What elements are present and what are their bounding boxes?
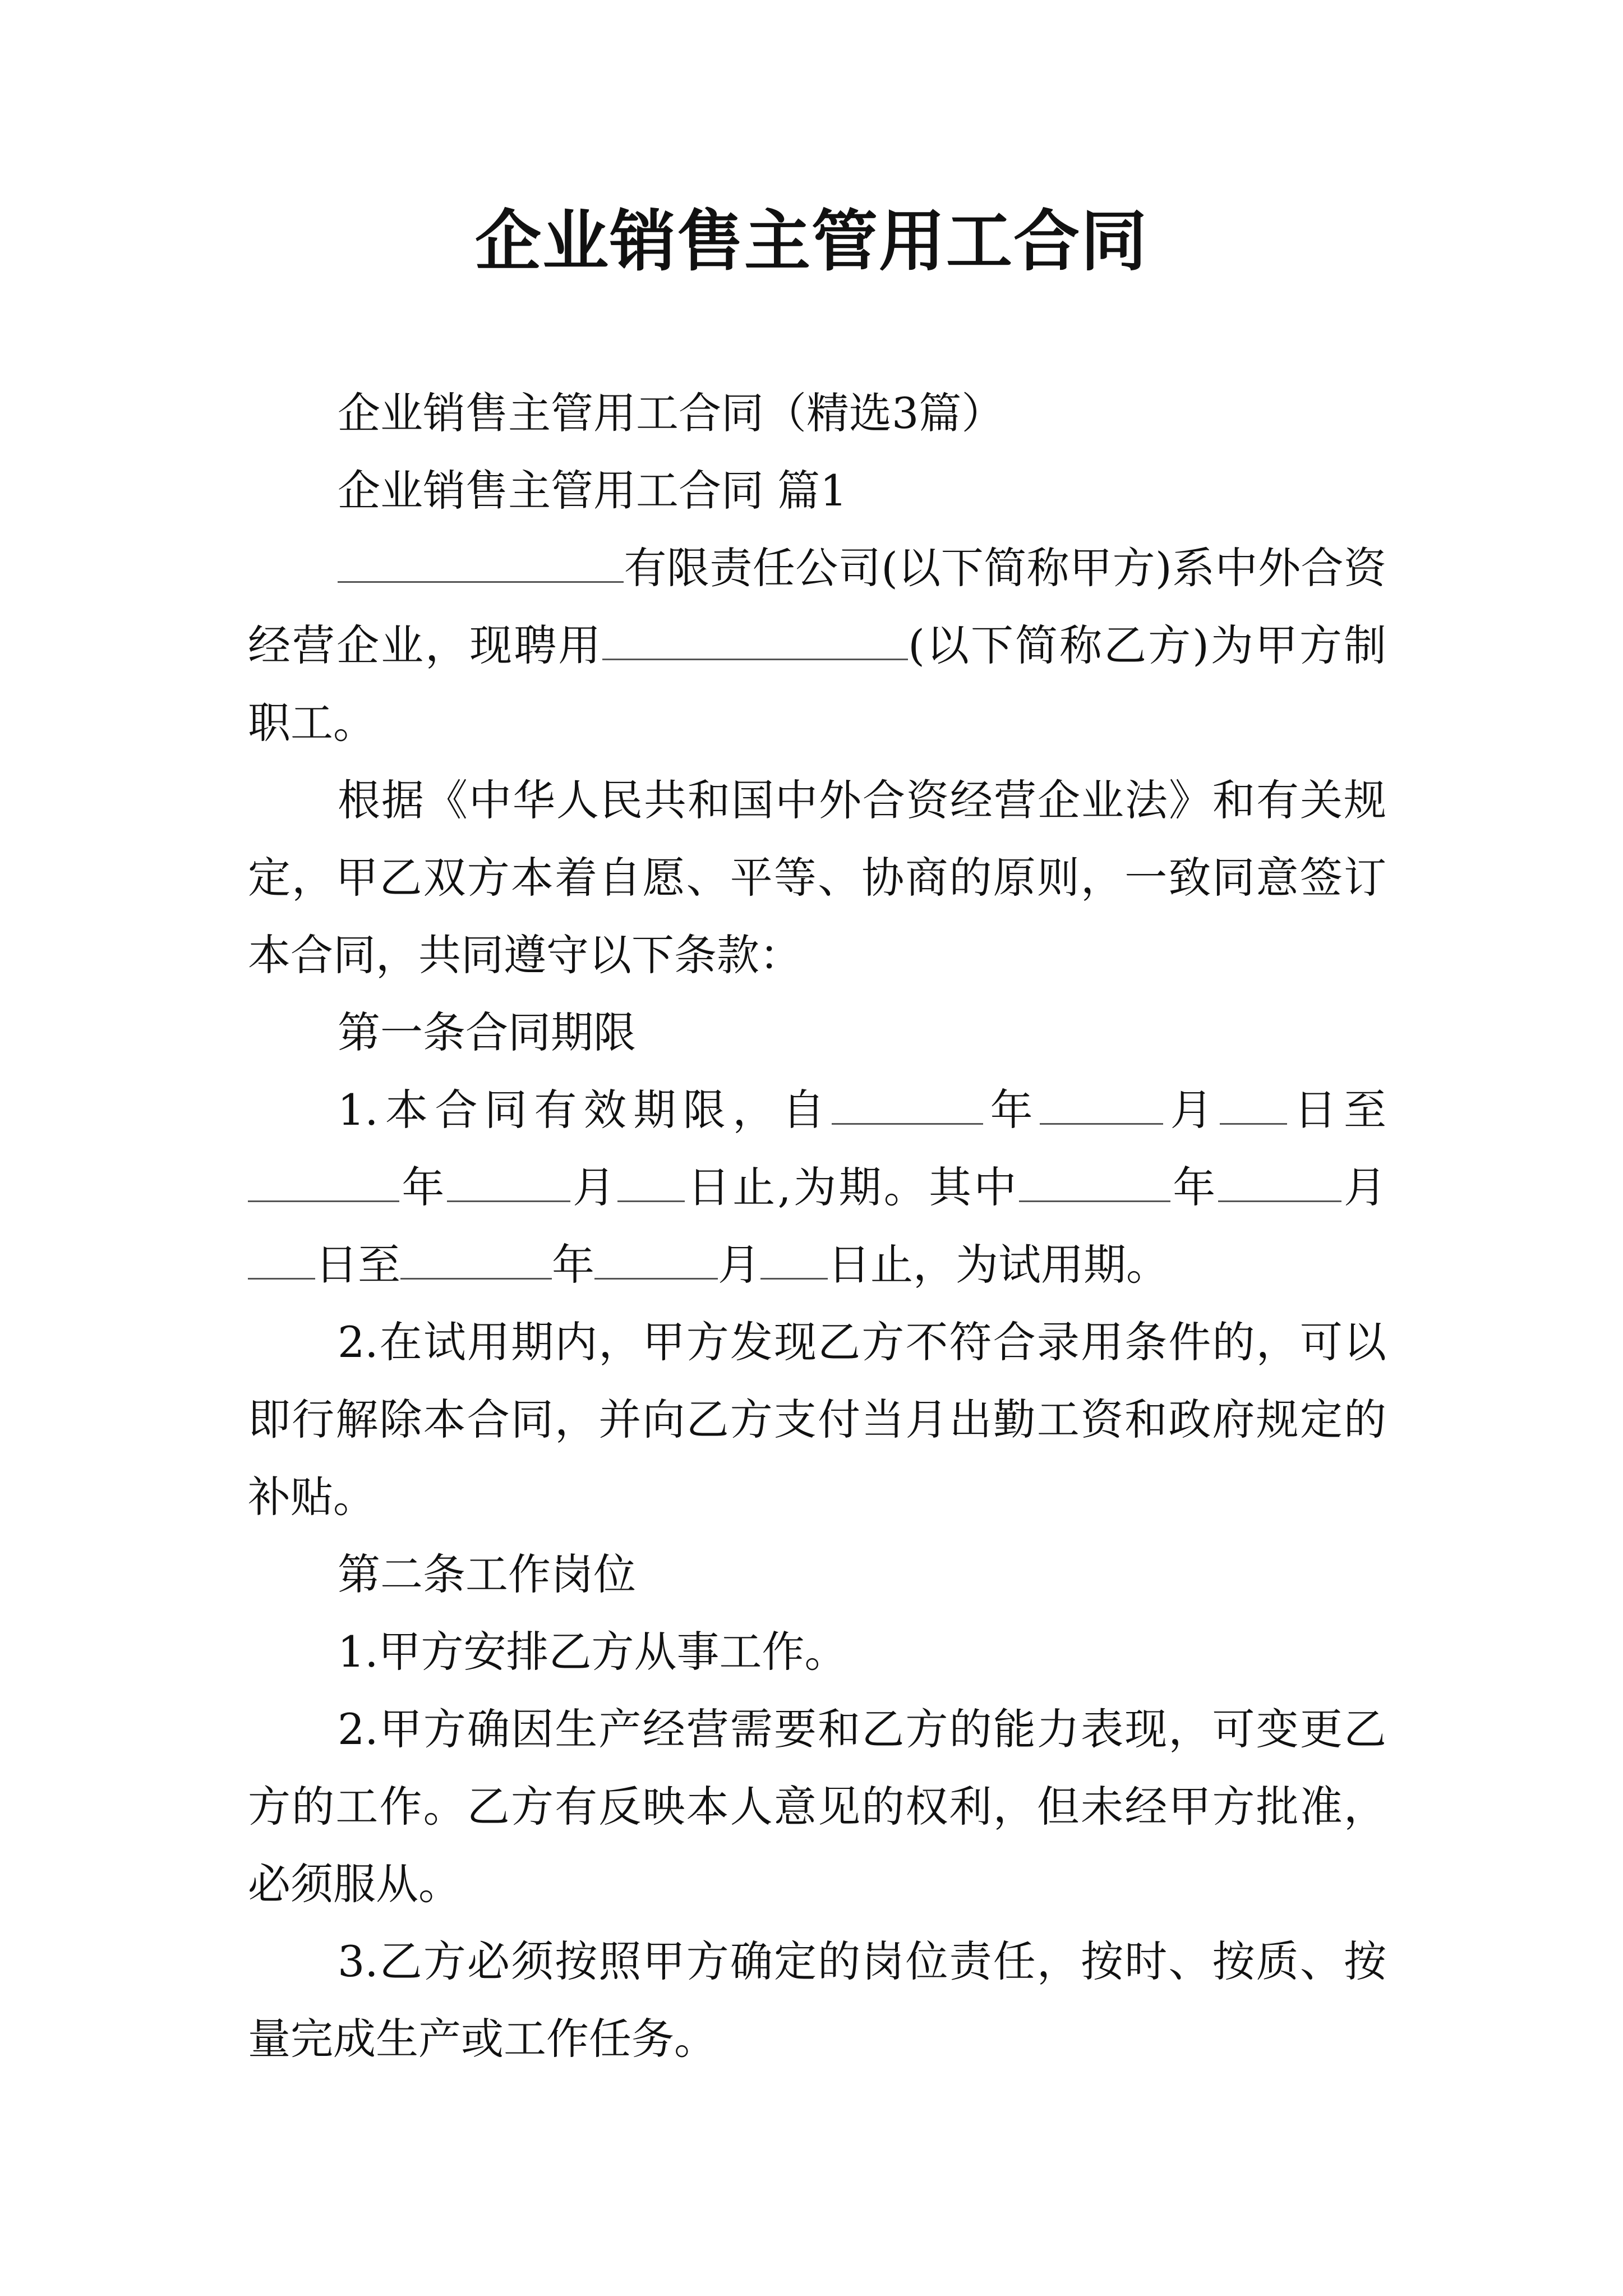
company-name-blank[interactable] (338, 547, 624, 583)
month-label: 月 (718, 1240, 760, 1290)
year-label: 年 (983, 1085, 1040, 1135)
article-1-heading: 第一条合同期限 (338, 1007, 636, 1057)
year-label: 年 (552, 1240, 594, 1290)
intro-text-1: 有限责任公司(以下简称甲方)系中外合资经营企业，现聘用 (248, 543, 1386, 670)
article-1-item-2: 2.在试用期内，甲方发现乙方不符合录用条件的，可以即行解除本合同，并向乙方支付当月出勤工资和政府规定的补贴。 (248, 1317, 1386, 1522)
month-label: 月 (570, 1162, 618, 1212)
start-month-blank[interactable] (1040, 1089, 1163, 1125)
intro-text-2: (以下简称乙方)为甲方制职工。 (248, 620, 1386, 748)
item-1-prefix: 1.本合同有效期限，自 (338, 1085, 832, 1135)
day-to-label: 日至 (315, 1240, 400, 1290)
employee-name-blank[interactable] (602, 625, 908, 660)
intro-paragraph (248, 530, 1386, 762)
article-2-item-3: 3.乙方必须按照甲方确定的岗位责任，按时、按质、按量完成生产或工作任务。 (248, 1936, 1386, 2064)
day-end-label: 日止,为期。其中 (685, 1162, 1019, 1212)
item-1-suffix: 日止，为试用期。 (828, 1240, 1169, 1290)
day-to-label: 日至 (1287, 1085, 1387, 1135)
article-2-item-2: 2.甲方确因生产经营需要和乙方的能力表现，可变更乙方的工作。乙方有反映本人意见的权利，但未经甲方批准，必须服从。 (248, 1704, 1386, 1909)
end-month-blank[interactable] (447, 1167, 570, 1202)
trial-end-day-blank[interactable] (760, 1244, 828, 1280)
end-day-blank[interactable] (617, 1167, 685, 1202)
trial-end-month-blank[interactable] (594, 1244, 718, 1280)
start-year-blank[interactable] (832, 1089, 983, 1125)
start-day-blank[interactable] (1220, 1089, 1287, 1125)
article-2-item-1: 1.甲方安排乙方从事工作。 (338, 1627, 847, 1677)
trial-start-day-blank[interactable] (248, 1244, 315, 1280)
document-subtitle: 企业销售主管用工合同（精选3篇） (338, 388, 1004, 438)
end-year-blank[interactable] (248, 1167, 399, 1202)
year-label: 年 (399, 1162, 447, 1212)
article-1-item-1 (248, 1071, 1386, 1304)
year-label: 年 (1170, 1162, 1218, 1212)
trial-end-year-blank[interactable] (400, 1244, 552, 1280)
trial-start-month-blank[interactable] (1218, 1167, 1341, 1202)
basis-paragraph: 根据《中华人民共和国中外合资经营企业法》和有关规定，甲乙双方本着自愿、平等、协商的原则，一致同意签订本合同，共同遵守以下条款： (248, 775, 1386, 980)
month-label: 月 (1341, 1162, 1387, 1212)
article-2-heading: 第二条工作岗位 (338, 1549, 636, 1599)
document-body (248, 375, 1386, 2078)
trial-start-year-blank[interactable] (1019, 1167, 1170, 1202)
document-title: 企业销售主管用工合同 (474, 202, 1148, 280)
month-label: 月 (1163, 1085, 1220, 1135)
section-heading: 企业销售主管用工合同 篇1 (338, 466, 847, 516)
